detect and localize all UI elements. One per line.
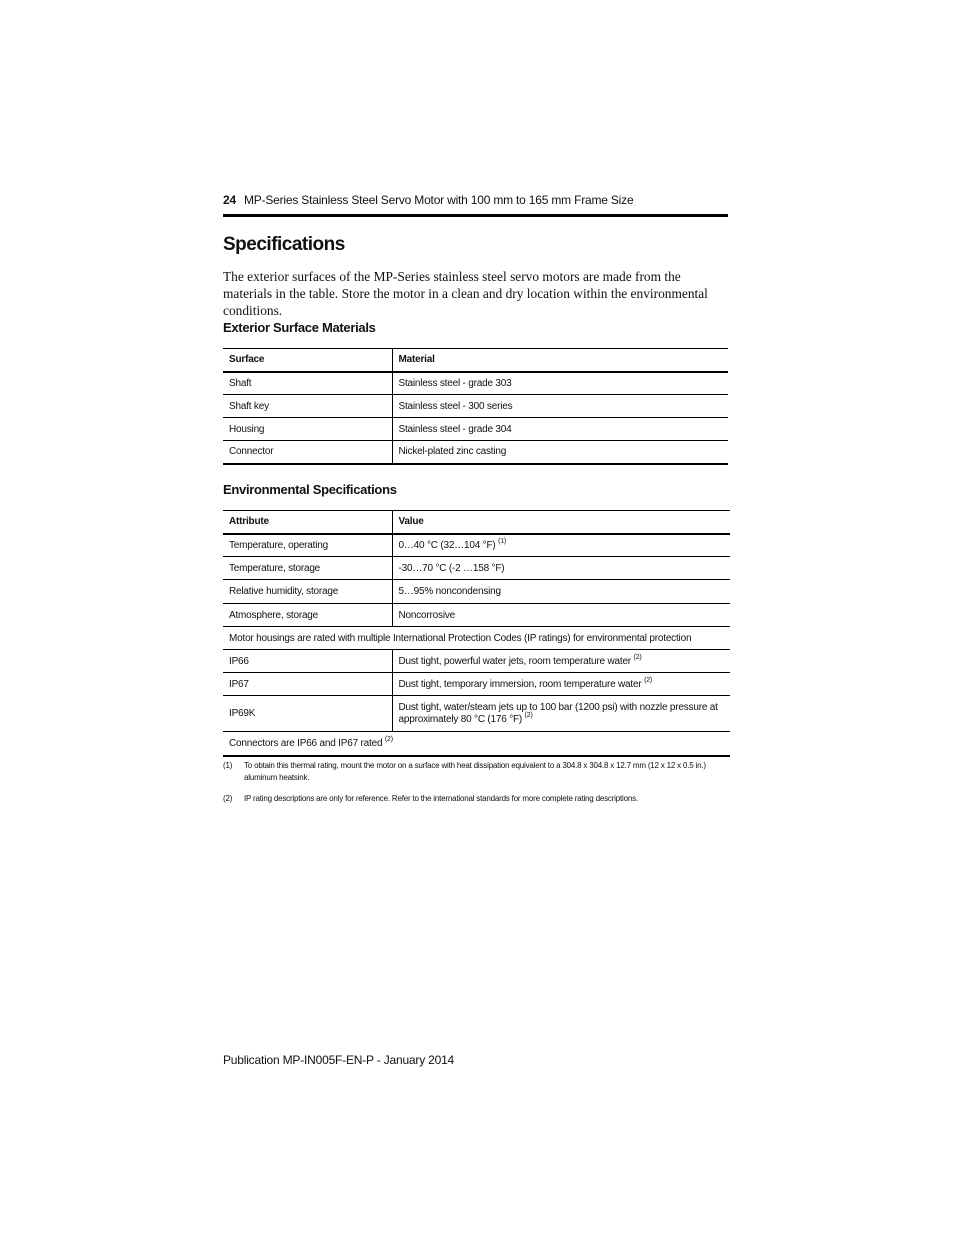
footnote-ref: (2)	[644, 676, 653, 684]
attribute-cell: Relative humidity, storage	[223, 580, 392, 604]
ip-description-cell	[392, 696, 730, 732]
value-cell: 5…95% noncondensing	[392, 580, 730, 604]
table-row	[223, 650, 730, 673]
intro-paragraph: The exterior surfaces of the MP-Series stainless steel servo motors are made from the materials in the table. Store the motor in a clean and dry location within the environmental conditions.	[223, 269, 708, 318]
footnote-number: (2)	[223, 794, 233, 803]
header-title: MP-Series Stainless Steel Servo Motor with 100 mm to 165 mm Frame Size	[243, 193, 634, 207]
material-cell: Stainless steel - 300 series	[392, 395, 728, 418]
connectors-note-cell	[223, 732, 730, 756]
footnote-1	[223, 760, 733, 786]
table-row	[223, 534, 730, 557]
ip-description: Dust tight, powerful water jets, room temperature water	[398, 655, 631, 667]
value-text: 0…40 °C (32…104 °F)	[398, 539, 496, 551]
materials-heading: Exterior Surface Materials	[223, 320, 376, 335]
value-cell: -30…70 °C (-2 …158 °F)	[392, 557, 730, 580]
attribute-cell: Temperature, operating	[223, 534, 392, 557]
ip-intro-row	[223, 627, 730, 650]
ip-code-cell: IP69K	[223, 696, 392, 732]
surface-cell: Housing	[223, 418, 392, 441]
footnote-text: IP rating descriptions are only for reference. Refer to the international standards for more complete rating descriptions.	[244, 794, 638, 803]
environmental-heading: Environmental Specifications	[223, 482, 397, 497]
column-header: Material	[392, 349, 728, 372]
table-header-row	[223, 511, 730, 534]
ip-description: Dust tight, water/steam jets up to 100 bar (1200 psi) with nozzle pressure at approximately 80 °C (176 °F)	[398, 701, 718, 725]
attribute-cell: Temperature, storage	[223, 557, 392, 580]
header-rule	[223, 214, 728, 217]
ip-code-cell: IP67	[223, 673, 392, 696]
ip-description-cell	[392, 673, 730, 696]
material-cell: Stainless steel - grade 303	[392, 372, 728, 395]
ip-code-cell: IP66	[223, 650, 392, 673]
footnote-2	[223, 793, 733, 807]
column-header: Attribute	[223, 511, 392, 534]
running-header	[223, 193, 633, 207]
connectors-note: Connectors are IP66 and IP67 rated	[229, 737, 383, 749]
publication-footer: Publication MP-IN005F-EN-P - January 2014	[223, 1053, 455, 1067]
table-row	[223, 372, 728, 395]
value-cell: Noncorrosive	[392, 604, 730, 627]
environmental-table	[223, 510, 730, 757]
column-header: Value	[392, 511, 730, 534]
table-row	[223, 418, 728, 441]
attribute-cell: Atmosphere, storage	[223, 604, 392, 627]
footnote-ref: (2)	[633, 653, 642, 661]
surface-cell: Shaft key	[223, 395, 392, 418]
table-row	[223, 673, 730, 696]
footnote-number: (1)	[223, 761, 233, 770]
connectors-note-row	[223, 732, 730, 756]
footnote-ref: (2)	[384, 735, 393, 743]
ip-intro-cell: Motor housings are rated with multiple International Protection Codes (IP ratings) for environmental protection	[223, 627, 730, 650]
value-cell	[392, 534, 730, 557]
surface-cell: Connector	[223, 441, 392, 464]
table-row	[223, 557, 730, 580]
table-header-row	[223, 349, 728, 372]
footnote-text: To obtain this thermal rating, mount the motor on a surface with heat dissipation equivalent to a 304.8 x 304.8 x 12.7 mm (12 x 12 x 0.5 in.) aluminum heatsink.	[244, 761, 706, 782]
surface-cell: Shaft	[223, 372, 392, 395]
column-header: Surface	[223, 349, 392, 372]
table-row	[223, 395, 728, 418]
table-row	[223, 441, 728, 464]
footnote-ref: (1)	[498, 537, 507, 545]
ip-description: Dust tight, temporary immersion, room temperature water	[398, 678, 642, 690]
material-cell: Stainless steel - grade 304	[392, 418, 728, 441]
page-title: Specifications	[223, 234, 345, 255]
table-row	[223, 604, 730, 627]
table-row	[223, 696, 730, 732]
page-number: 24	[223, 193, 236, 207]
ip-description-cell	[392, 650, 730, 673]
footnote-ref: (2)	[524, 711, 533, 719]
material-cell: Nickel-plated zinc casting	[392, 441, 728, 464]
table-row	[223, 580, 730, 604]
materials-table	[223, 348, 728, 465]
